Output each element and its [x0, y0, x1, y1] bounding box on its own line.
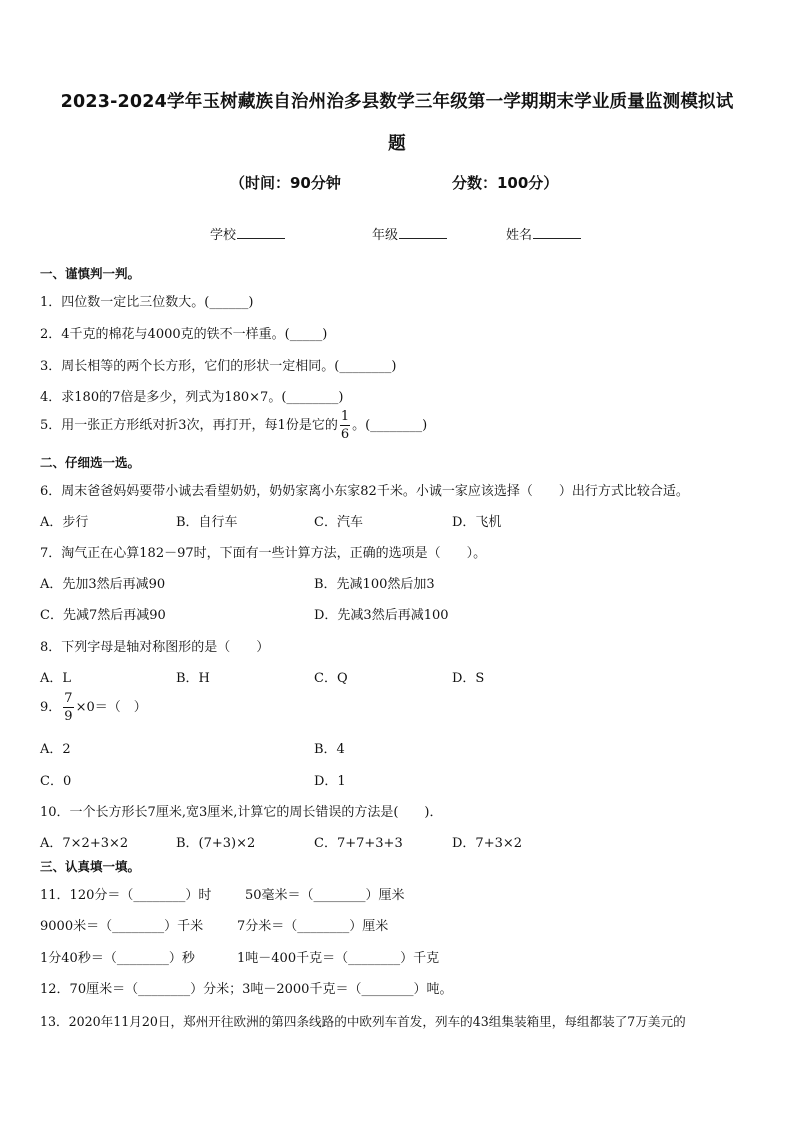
question-3: 3．周长相等的两个长方形，它们的形状一定相同。(________)	[40, 359, 397, 374]
q6-option-d: D．飞机	[452, 515, 502, 530]
q9-option-b: B．4	[314, 742, 345, 757]
question-11-c: 9000米＝（________）千米	[40, 919, 204, 934]
q8-option-d: D．S	[452, 671, 485, 686]
question-11-d: 7分米＝（________）厘米	[237, 919, 389, 934]
name-blank[interactable]	[533, 228, 581, 239]
question-13: 13．2020年11月20日，郑州开往欧洲的第四条线路的中欧列车首发，列车的43组集装箱里，每组都装了7万美元的	[40, 1014, 686, 1029]
name-field	[506, 224, 581, 243]
q9-option-c: C．0	[40, 774, 72, 789]
question-8: 8．下列字母是轴对称图形的是（ ）	[40, 640, 270, 655]
exam-title-line2: 题	[388, 134, 406, 154]
q10-option-d: D．7+3×2	[452, 836, 523, 851]
q8-option-a: A．L	[40, 671, 72, 686]
question-11-e: 1分40秒＝（________）秒	[40, 951, 195, 966]
question-5-text: 5．用一张正方形纸对折3次，再打开，每1份是它的	[40, 418, 338, 433]
exam-title-line1: 2023-2024学年玉树藏族自治州治多县数学三年级第一学期期末学业质量监测模拟试	[60, 92, 734, 112]
question-6: 6．周末爸爸妈妈要带小诚去看望奶奶，奶奶家离小东家82千米。小诚一家应该选择（ ）出行方式比较合适。	[40, 484, 689, 499]
question-10: 10．一个长方形长7厘米,宽3厘米,计算它的周长错误的方法是( )．	[40, 805, 443, 820]
q10-option-c: C．7+7+3+3	[314, 836, 403, 851]
question-11-f: 1吨－400千克＝（________）千克	[237, 951, 440, 966]
question-4: 4．求180的7倍是多少，列式为180×7。(________)	[40, 390, 344, 405]
question-9	[40, 692, 147, 723]
grade-blank[interactable]	[399, 228, 447, 239]
section-3-title: 三、认真填一填。	[40, 859, 141, 874]
q8-option-c: C．Q	[314, 671, 348, 686]
school-blank[interactable]	[237, 228, 285, 239]
q6-option-a: A．步行	[40, 515, 89, 530]
total-score: 分数：100分）	[452, 174, 559, 192]
q6-option-c: C．汽车	[314, 515, 363, 530]
school-label: 学校	[210, 228, 237, 243]
fraction-denominator: 6	[340, 427, 350, 442]
q7-option-b: B．先减100然后加3	[314, 577, 435, 592]
fraction-seven-ninths	[63, 692, 73, 723]
name-label: 姓名	[506, 228, 533, 243]
q9-option-a: A．2	[40, 742, 71, 757]
grade-label: 年级	[372, 228, 399, 243]
q10-option-b: B．(7+3)×2	[176, 836, 256, 851]
school-field	[210, 224, 285, 243]
question-11-b: 50毫米＝（________）厘米	[245, 888, 405, 903]
section-2-title: 二、仔细选一选。	[40, 455, 141, 470]
fraction-denominator: 9	[64, 709, 73, 724]
q8-option-b: B．H	[176, 671, 210, 686]
question-1: 1．四位数一定比三位数大。(______)	[40, 295, 254, 310]
question-5	[40, 410, 427, 441]
q7-option-a: A．先加3然后再减90	[40, 577, 166, 592]
question-12: 12．70厘米＝（________）分米；3吨－2000千克＝（________）吨。	[40, 982, 453, 997]
fraction-numerator: 7	[64, 691, 73, 706]
section-1-title: 一、谨慎判一判。	[40, 266, 141, 281]
grade-field	[372, 224, 447, 243]
question-7: 7．淘气正在心算182－97时，下面有一些计算方法，正确的选项是（ ）。	[40, 546, 487, 561]
q6-option-b: B．自行车	[176, 515, 238, 530]
question-2: 2．4千克的棉花与4000克的铁不一样重。(_____)	[40, 327, 328, 342]
question-11-a: 11．120分＝（________）时	[40, 888, 212, 903]
fraction-one-sixth	[340, 410, 350, 441]
question-9-number: 9．	[40, 700, 62, 715]
fraction-numerator: 1	[340, 409, 350, 424]
question-5-blank: 。(________)	[352, 418, 428, 433]
q7-option-d: D．先减3然后再减100	[314, 608, 449, 623]
time-limit: （时间：90分钟	[230, 174, 341, 192]
q7-option-c: C．先减7然后再减90	[40, 608, 166, 623]
question-9-text: ×0＝（ ）	[75, 700, 147, 715]
q9-option-d: D．1	[314, 774, 346, 789]
q10-option-a: A．7×2+3×2	[40, 836, 129, 851]
